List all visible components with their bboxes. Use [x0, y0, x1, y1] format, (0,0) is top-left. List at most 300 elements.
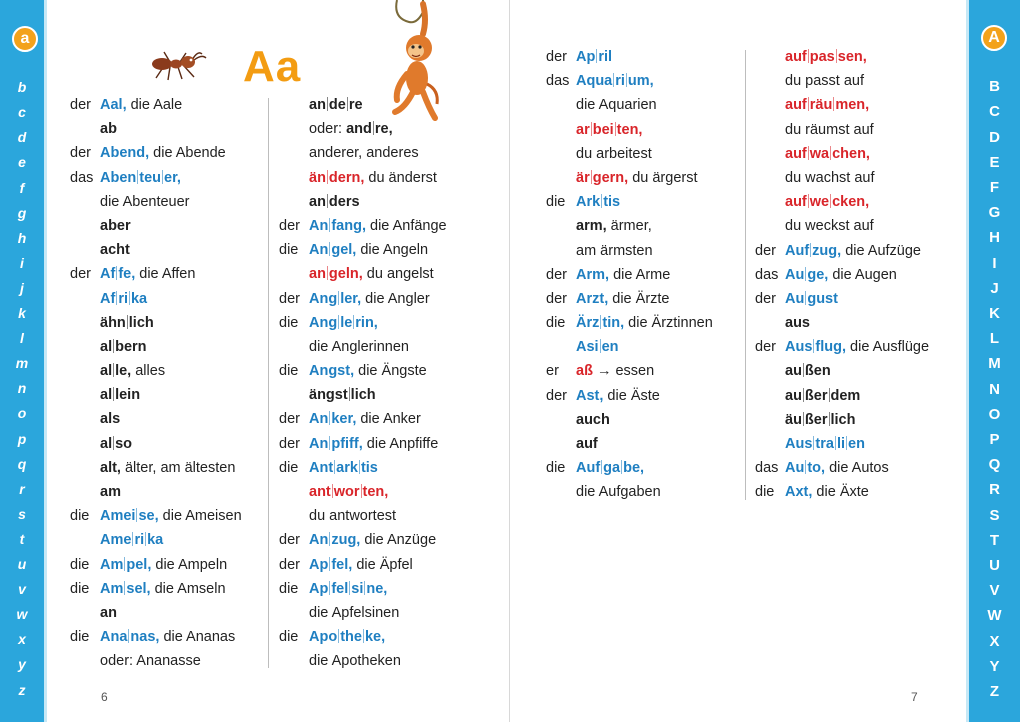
entry-body	[100, 480, 121, 504]
alphabet-letter-right-z[interactable]: Z	[989, 683, 1000, 700]
alphabet-letter-left-k[interactable]: k	[18, 305, 26, 321]
entry-body	[576, 190, 620, 214]
dictionary-entry	[546, 142, 742, 166]
entry-headword: Au to,	[785, 460, 826, 477]
page-number-right: 7	[911, 690, 918, 704]
entry-article: das	[755, 266, 779, 283]
entry-text: die Äste	[603, 387, 660, 404]
dictionary-entry	[70, 407, 270, 431]
alphabet-letter-left-w[interactable]: w	[16, 606, 28, 623]
entry-body	[100, 190, 190, 214]
entry-headword: al lein	[100, 387, 141, 404]
dictionary-entry	[70, 166, 270, 190]
dictionary-entry	[755, 263, 961, 287]
entry-headword: auch	[576, 411, 610, 428]
dictionary-entry	[279, 432, 507, 456]
alphabet-letter-right-k[interactable]: K	[989, 305, 1000, 322]
entry-article: der	[279, 290, 300, 307]
entry-body	[309, 359, 427, 383]
entry-text: die Angler	[361, 290, 430, 307]
entry-headword: au ßen	[785, 363, 831, 380]
dictionary-entry	[279, 166, 507, 190]
entry-body	[576, 335, 619, 359]
dictionary-entry	[279, 287, 507, 311]
entry-article: der	[279, 556, 300, 573]
dictionary-entry	[546, 287, 742, 311]
alphabet-letter-right-f[interactable]: F	[989, 179, 1000, 196]
entry-body	[576, 287, 669, 311]
entry-headword: ängst lich	[309, 387, 376, 404]
entry-text: die Abenteuer	[100, 193, 190, 210]
entry-body	[309, 625, 385, 649]
alphabet-letter-right-l[interactable]: L	[989, 330, 1000, 348]
alphabet-letter-right-r[interactable]: R	[989, 481, 1000, 499]
entry-headword: ab	[100, 121, 117, 138]
entry-text: die Ameisen	[158, 508, 242, 525]
entry-headword: Apo the ke,	[309, 629, 386, 646]
alphabet-letter-right-b[interactable]: B	[989, 78, 1000, 96]
entry-body	[576, 480, 661, 504]
alphabet-letter-right-j[interactable]: J	[990, 279, 999, 297]
dictionary-entry	[279, 141, 507, 165]
entry-headword: Au gust	[785, 290, 838, 307]
dictionary-entry	[279, 456, 507, 480]
dictionary-entry	[70, 504, 270, 528]
entry-body	[785, 93, 869, 117]
entry-body	[309, 553, 413, 577]
dictionary-entry	[546, 384, 742, 408]
dictionary-entry	[755, 432, 961, 456]
alphabet-letter-left-v[interactable]: v	[18, 581, 26, 598]
entry-body	[785, 480, 869, 504]
entry-headword: Am pel,	[100, 556, 152, 573]
entry-body	[785, 335, 929, 359]
entry-body	[576, 93, 657, 117]
entry-headword: Amei se,	[100, 508, 159, 525]
dictionary-entry	[755, 93, 961, 117]
entry-text: die Anzüge	[360, 532, 437, 549]
entry-text: die Aufgaben	[576, 484, 661, 501]
entry-body	[100, 577, 226, 601]
entry-body	[785, 190, 869, 214]
dictionary-entry	[755, 190, 961, 214]
entry-headword: Arzt,	[576, 290, 609, 307]
dictionary-entry	[546, 408, 742, 432]
entry-body	[309, 504, 396, 528]
entry-headword: Aben teu er,	[100, 169, 181, 186]
entry-headword: Ast,	[576, 387, 604, 404]
entry-text: anderer, anderes	[309, 145, 419, 162]
dictionary-entry	[546, 456, 742, 480]
entry-headword: An zug,	[309, 532, 361, 549]
dictionary-entry	[70, 577, 270, 601]
dictionary-entry	[279, 504, 507, 528]
entry-text: die Äpfel	[352, 556, 413, 573]
dictionary-entry	[546, 359, 742, 383]
entry-body	[100, 407, 120, 431]
entry-body	[100, 93, 182, 117]
entry-headword: An gel,	[309, 242, 357, 259]
entry-headword: an geln,	[309, 266, 363, 283]
entry-headword: an	[100, 604, 117, 621]
dictionary-entry	[279, 528, 507, 552]
entry-body	[309, 238, 428, 262]
current-letter-badge-left: a	[12, 26, 38, 52]
entry-article: die	[279, 580, 299, 597]
entry-body	[100, 166, 181, 190]
alphabet-letter-left-j[interactable]: j	[20, 279, 24, 296]
entry-body	[576, 311, 713, 335]
entry-headword: Auf ga be,	[576, 460, 645, 477]
entry-headword: an de re	[309, 97, 363, 113]
alphabet-letter-left-e[interactable]: e	[18, 154, 26, 171]
entry-body	[100, 117, 117, 141]
entry-body	[576, 214, 652, 238]
alphabet-letter-right-q[interactable]: Q	[988, 456, 1001, 474]
entry-text: du änderst	[364, 169, 437, 186]
entry-headword: Ärz tin,	[576, 315, 625, 332]
alphabet-letter-left-u[interactable]: u	[17, 556, 27, 572]
dictionary-entry	[70, 383, 270, 407]
dictionary-entry	[755, 311, 961, 335]
entry-text: die Abende	[149, 145, 226, 162]
entry-headword: Arm,	[576, 266, 610, 283]
dictionary-entry	[279, 190, 507, 214]
dictionary-entry	[755, 359, 961, 383]
entry-text: die Apfelsinen	[309, 604, 400, 621]
entry-headword: am	[100, 484, 121, 500]
dictionary-entry	[70, 93, 270, 117]
dictionary-entry	[70, 335, 270, 359]
dictionary-entry	[70, 553, 270, 577]
alphabet-letter-left-s[interactable]: s	[18, 505, 26, 522]
dictionary-entry	[755, 69, 961, 93]
entry-body	[576, 45, 612, 69]
dictionary-entry	[546, 480, 742, 504]
entry-column-4	[755, 45, 961, 505]
alphabet-letter-right-u[interactable]: U	[989, 557, 1000, 574]
entry-article: der	[279, 217, 300, 234]
entry-article: das	[755, 460, 779, 477]
entry-body	[576, 432, 598, 456]
entry-body	[309, 480, 388, 504]
dictionary-entry	[755, 239, 961, 263]
entry-body	[100, 287, 147, 311]
alphabet-letter-right-o[interactable]: O	[988, 405, 1001, 423]
dictionary-entry	[279, 359, 507, 383]
entry-body	[309, 528, 436, 552]
entry-text: du räumst auf	[785, 121, 874, 138]
dictionary-entry	[70, 287, 270, 311]
entry-body	[309, 407, 421, 431]
entry-article: die	[279, 459, 299, 476]
entry-headword: An fang,	[309, 217, 366, 234]
dictionary-entry	[279, 480, 507, 504]
entry-body	[785, 118, 874, 142]
alphabet-letter-right-e[interactable]: E	[989, 153, 1000, 171]
alphabet-letter-right-d[interactable]: D	[989, 128, 1000, 146]
entry-article: die	[70, 629, 90, 646]
alphabet-letter-left-y[interactable]: y	[18, 656, 26, 673]
dictionary-entry	[70, 432, 270, 456]
dictionary-entry	[279, 117, 507, 141]
entry-headword: ähn lich	[100, 314, 154, 331]
entry-headword: Ang ler,	[309, 290, 362, 307]
entry-text: die Affen	[135, 266, 196, 283]
dictionary-entry	[755, 45, 961, 69]
entry-headword: acht	[100, 242, 130, 259]
entry-headword: Aqua ri um,	[576, 73, 654, 90]
dictionary-entry	[279, 625, 507, 649]
entry-headword: al le,	[100, 363, 132, 380]
entry-article: die	[279, 363, 299, 380]
entry-text: die Äxte	[812, 484, 869, 501]
page-number-left: 6	[101, 690, 108, 704]
entry-body	[309, 117, 393, 141]
dictionary-entry	[279, 553, 507, 577]
dictionary-entry	[70, 190, 270, 214]
entry-text: du passt auf	[785, 73, 864, 90]
dictionary-entry	[279, 383, 507, 407]
dictionary-entry	[279, 262, 507, 286]
entry-article: die	[279, 314, 299, 331]
dictionary-entry	[279, 577, 507, 601]
alphabet-letter-right-v[interactable]: V	[989, 582, 1000, 600]
entry-article: der	[546, 387, 567, 404]
dictionary-entry	[546, 166, 742, 190]
entry-body	[785, 214, 874, 238]
right-alphabet-band	[966, 0, 1020, 722]
entry-article: der	[279, 532, 300, 549]
entry-body	[576, 69, 654, 93]
entry-headword: Af fe,	[100, 266, 136, 283]
page-heading: Aa	[243, 42, 302, 91]
alphabet-letter-right-p[interactable]: P	[989, 431, 1000, 448]
column-divider-right	[745, 50, 746, 500]
dictionary-entry	[755, 287, 961, 311]
entry-text: älter, am ältesten	[120, 459, 236, 476]
entry-body	[576, 239, 653, 263]
entry-body	[309, 432, 438, 456]
entry-headword: An pfiff,	[309, 435, 363, 452]
dictionary-entry	[546, 311, 742, 335]
dictionary-entry	[546, 335, 742, 359]
entry-text: die Arme	[609, 266, 671, 283]
entry-headword: aber	[100, 217, 131, 234]
dictionary-entry	[70, 456, 270, 480]
entry-headword: al bern	[100, 338, 147, 355]
dictionary-entry	[279, 335, 507, 359]
dictionary-entry	[279, 407, 507, 431]
entry-headword: auf	[576, 436, 598, 452]
entry-headword: Ap ril	[576, 49, 613, 65]
entry-text: alles	[131, 363, 166, 380]
entry-headword: Aus flug,	[785, 339, 847, 356]
entry-headword: Am sel,	[100, 580, 151, 597]
alphabet-letter-left-p[interactable]: p	[17, 430, 27, 447]
entry-column-2	[279, 93, 507, 674]
entry-headword: Axt,	[785, 484, 813, 501]
dictionary-entry	[279, 601, 507, 625]
entry-body	[785, 432, 865, 456]
alphabet-letter-right-m[interactable]: M	[988, 355, 1001, 373]
entry-article: der	[70, 97, 91, 113]
dictionary-entry	[70, 528, 270, 552]
entry-body	[576, 142, 652, 166]
dictionary-entry	[70, 214, 270, 238]
entry-headword: auf we cken,	[785, 194, 870, 211]
entry-article: das	[546, 73, 570, 90]
dictionary-entry	[755, 166, 961, 190]
alphabet-letter-right-c[interactable]: C	[989, 103, 1000, 121]
alphabet-letter-left-i[interactable]: i	[20, 254, 24, 271]
alphabet-letter-left-l[interactable]: l	[20, 330, 24, 347]
entry-body	[100, 432, 132, 456]
alphabet-letter-right-s[interactable]: S	[989, 506, 1000, 524]
dictionary-entry	[755, 335, 961, 359]
entry-article: die	[70, 556, 90, 573]
entry-body	[100, 262, 195, 286]
alphabet-letter-right-w[interactable]: W	[987, 607, 1002, 625]
alphabet-letter-left-m[interactable]: m	[15, 355, 29, 372]
entry-article: der	[755, 242, 776, 259]
dictionary-entry	[70, 117, 270, 141]
alphabet-letter-right-y[interactable]: Y	[989, 657, 1000, 675]
current-letter-badge-right: A	[981, 25, 1007, 51]
entry-body	[576, 456, 644, 480]
entry-article: der	[755, 339, 776, 356]
entry-headword: Aal,	[100, 97, 127, 113]
entry-body	[309, 577, 387, 601]
alphabet-letter-left-z[interactable]: z	[18, 681, 26, 698]
entry-article: der	[70, 145, 91, 162]
dictionary-entry	[546, 263, 742, 287]
entry-text: du arbeitest	[576, 145, 652, 162]
entry-text: die Aale	[126, 97, 183, 113]
dictionary-entry	[70, 480, 270, 504]
entry-article: die	[279, 242, 299, 259]
dictionary-entry	[70, 359, 270, 383]
dictionary-entry	[546, 214, 742, 238]
alphabet-letter-right-g[interactable]: G	[988, 204, 1001, 222]
dictionary-entry	[546, 118, 742, 142]
alphabet-letter-left-d[interactable]: d	[17, 129, 27, 146]
entry-body	[309, 190, 360, 214]
entry-body	[785, 359, 831, 383]
entry-article: der	[546, 290, 567, 307]
entry-text: du ärgerst	[628, 169, 698, 186]
dictionary-entry	[279, 214, 507, 238]
entry-headword: Angst,	[309, 363, 355, 380]
entry-body	[785, 239, 921, 263]
entry-text: oder:	[309, 121, 347, 138]
alphabet-letter-left-t[interactable]: t	[19, 530, 25, 547]
entry-text: die Ärzte	[608, 290, 670, 307]
entry-article: der	[70, 266, 91, 283]
entry-body	[309, 141, 419, 165]
entry-body	[785, 263, 897, 287]
entry-body	[576, 263, 670, 287]
entry-text: ärmer,	[606, 218, 652, 235]
entry-body	[309, 93, 363, 117]
dictionary-entry	[755, 214, 961, 238]
alphabet-letter-left-g[interactable]: g	[17, 204, 27, 221]
entry-body	[576, 408, 610, 432]
dictionary-entry	[546, 45, 742, 69]
entry-headword: Auf zug,	[785, 242, 842, 259]
entry-headword: an ders	[309, 193, 360, 210]
entry-article: die	[279, 629, 299, 646]
alphabet-letter-right-t[interactable]: T	[989, 531, 1000, 549]
dictionary-entry	[755, 384, 961, 408]
entry-text: die Ananas	[159, 629, 236, 646]
entry-body	[100, 625, 235, 649]
entry-article: das	[70, 169, 94, 186]
entry-body	[309, 311, 378, 335]
entry-article: die	[546, 460, 566, 477]
entry-body	[100, 335, 147, 359]
entry-article: der	[546, 266, 567, 283]
dictionary-entry	[755, 118, 961, 142]
alphabet-letter-left-o[interactable]: o	[17, 405, 27, 422]
entry-body	[785, 384, 860, 408]
entry-body	[576, 384, 660, 408]
entry-headword: auf pas sen,	[785, 49, 867, 65]
alphabet-letter-left-b[interactable]: b	[17, 79, 27, 96]
alphabet-letter-right-n[interactable]: N	[989, 380, 1000, 398]
entry-headword: Ana nas,	[100, 629, 160, 646]
entry-body	[309, 649, 401, 673]
alphabet-letter-left-r[interactable]: r	[19, 480, 25, 497]
entry-body	[785, 311, 810, 335]
entry-body	[100, 141, 226, 165]
entry-body	[100, 359, 165, 383]
alphabet-letter-left-n[interactable]: n	[17, 380, 27, 397]
entry-headword: Aus tra li en	[785, 436, 865, 452]
alphabet-letter-left-x[interactable]: x	[18, 631, 26, 648]
entry-headword: auf räu men,	[785, 97, 870, 114]
entry-body	[100, 456, 235, 480]
alphabet-letter-left-f[interactable]: f	[19, 179, 25, 196]
dictionary-entry	[546, 93, 742, 117]
entry-text: am ärmsten	[576, 242, 653, 259]
dictionary-entry	[279, 93, 507, 117]
entry-text: du angelst	[362, 266, 434, 283]
book-spine	[509, 0, 510, 722]
entry-text: die Autos	[825, 460, 889, 477]
entry-headword: Ant ark tis	[309, 459, 378, 476]
entry-headword: ant wor ten,	[309, 484, 389, 500]
entry-article: der	[279, 411, 300, 428]
alphabet-letter-left-c[interactable]: c	[18, 104, 26, 121]
entry-body	[785, 142, 870, 166]
dictionary-entry	[546, 190, 742, 214]
entry-headword: än dern,	[309, 169, 365, 186]
entry-body	[785, 456, 889, 480]
entry-article: die	[70, 508, 90, 525]
alphabet-letter-right-h[interactable]: H	[989, 229, 1000, 247]
alphabet-letter-left-q[interactable]: q	[17, 455, 27, 472]
dictionary-entry	[279, 238, 507, 262]
entry-body	[100, 311, 154, 335]
alphabet-letter-right-i[interactable]: I	[992, 254, 997, 272]
entry-text: du antwortest	[309, 508, 397, 525]
alphabet-letter-right-x[interactable]: X	[989, 632, 1000, 650]
entry-text: die Anker	[356, 411, 421, 428]
entry-body	[100, 214, 131, 238]
dictionary-entry	[70, 625, 270, 649]
alphabet-letter-left-h[interactable]: h	[17, 229, 27, 246]
